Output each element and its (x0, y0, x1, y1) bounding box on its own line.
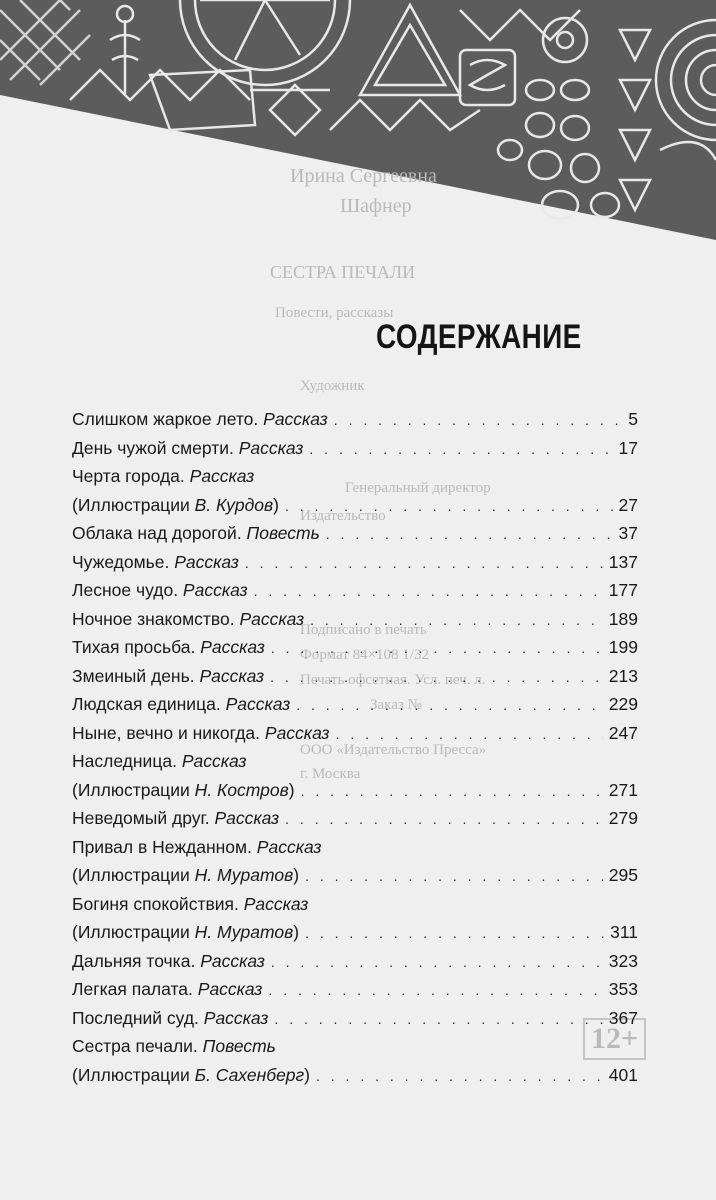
toc-entry (72, 975, 638, 1004)
toc-entry (72, 434, 638, 463)
table-of-contents (72, 405, 638, 1089)
toc-entry-text (72, 662, 264, 690)
toc-entry-text (72, 975, 262, 1003)
page-number: 229 (608, 694, 638, 714)
dot-leader (268, 976, 602, 1004)
bleed-company: ООО «Издательство Пресса» (300, 742, 487, 758)
bleed-format: Формат 84×108 1/32 (300, 647, 429, 663)
entry-title: Сестра печали. (72, 1036, 203, 1056)
illustrator-name: Н. Муратов (194, 922, 294, 942)
illustration-prefix: (Иллюстрации (72, 494, 195, 515)
toc-entry (72, 633, 638, 662)
entry-title: Людская единица. (72, 694, 226, 714)
toc-row-with-page (72, 605, 638, 634)
entry-title: Слишком жаркое лето. (72, 409, 264, 429)
illustrator-name: Н. Костров (194, 779, 289, 800)
toc-entry-text (72, 776, 295, 804)
illustration-prefix: (Иллюстрации (72, 922, 195, 942)
page-number: 271 (608, 779, 638, 800)
bleed-book-title: СЕСТРА ПЕЧАЛИ (270, 262, 416, 282)
toc-entry-text (72, 1061, 310, 1089)
entry-title: Лесное чудо. (72, 580, 183, 600)
entry-genre: Рассказ (174, 551, 239, 572)
toc-entry (72, 605, 638, 634)
toc-entry (72, 890, 638, 947)
toc-row (72, 890, 638, 919)
toc-row-with-page (72, 491, 638, 520)
entry-genre: Рассказ (182, 580, 248, 600)
page-number: 177 (608, 580, 638, 600)
entry-genre: Рассказ (263, 409, 328, 429)
toc-row-with-page (72, 947, 638, 976)
entry-title: Чужедомье. (72, 551, 175, 572)
entry-title: Змеиный день. (72, 665, 200, 686)
page-number: 311 (610, 922, 638, 942)
toc-entry-text (72, 890, 308, 918)
toc-entry (72, 548, 638, 577)
illustrator-name: Б. Сахенберг (194, 1064, 305, 1085)
dot-leader (310, 606, 603, 634)
entry-genre: Рассказ (189, 466, 255, 486)
page-number: 247 (608, 722, 638, 743)
page-number: 17 (618, 437, 638, 458)
toc-entry-text (72, 519, 320, 547)
dot-leader (334, 406, 622, 434)
toc-entry-text (72, 1004, 268, 1032)
illustration-suffix: ) (273, 494, 279, 515)
toc-entry-text (72, 747, 246, 775)
toc-row-with-page (72, 434, 638, 463)
bleed-publisher: Издательство (300, 508, 386, 524)
dot-leader (305, 919, 604, 947)
entry-title: Дальняя точка. (72, 950, 201, 971)
entry-genre: Рассказ (199, 665, 265, 686)
toc-entry (72, 719, 638, 748)
bleed-director: Генеральный директор (345, 480, 491, 496)
toc-row-with-page (72, 690, 638, 719)
toc-entry-text (72, 690, 290, 718)
entry-genre: Рассказ (181, 751, 247, 771)
toc-row-with-page (72, 662, 638, 691)
page-number: 295 (608, 865, 638, 885)
toc-row-with-page (72, 804, 638, 833)
toc-row (72, 747, 638, 776)
page-number: 37 (618, 523, 638, 543)
toc-entry (72, 462, 638, 519)
dot-leader (270, 663, 603, 691)
dot-leader (301, 777, 603, 805)
toc-entry (72, 947, 638, 976)
toc-entry-text (72, 434, 303, 462)
toc-entry-text (72, 1032, 276, 1060)
entry-title: Привал в Нежданном. (72, 836, 257, 857)
dot-leader (285, 492, 613, 520)
entry-genre: Рассказ (200, 950, 265, 971)
entry-genre: Рассказ (256, 836, 322, 857)
toc-row-with-page (72, 576, 638, 605)
page-number: 189 (608, 608, 638, 629)
illustration-prefix: (Иллюстрации (72, 779, 195, 800)
entry-genre: Повесть (202, 1036, 276, 1056)
illustration-prefix: (Иллюстрации (72, 865, 195, 885)
entry-genre: Рассказ (225, 694, 291, 714)
page-number: 401 (608, 1064, 638, 1085)
entry-genre: Рассказ (197, 979, 263, 999)
entry-genre: Рассказ (238, 437, 304, 458)
dot-leader (326, 520, 613, 548)
toc-entry (72, 1032, 638, 1089)
toc-entry-text (72, 548, 239, 576)
entry-genre: Рассказ (214, 808, 280, 828)
dot-leader (285, 805, 603, 833)
toc-entry-text (72, 462, 254, 490)
entry-genre: Рассказ (264, 722, 330, 743)
toc-row-with-page (72, 918, 638, 947)
toc-entry-text (72, 633, 265, 661)
toc-entry-text (72, 719, 330, 747)
entry-title: Тихая просьба. (72, 637, 201, 657)
toc-row-with-page (72, 719, 638, 748)
entry-title: Черта города. (72, 466, 190, 486)
page-number: 353 (608, 979, 638, 999)
toc-entry-text (72, 833, 321, 861)
dot-leader (296, 691, 603, 719)
illustration-prefix: (Иллюстрации (72, 1064, 195, 1085)
toc-entry-text (72, 405, 328, 433)
toc-entry (72, 690, 638, 719)
dot-leader (245, 549, 603, 577)
dot-leader (336, 720, 603, 748)
dot-leader (254, 577, 603, 605)
page-number: 5 (628, 409, 638, 429)
toc-row-with-page (72, 1004, 638, 1033)
bleed-city: г. Москва (300, 766, 361, 782)
dot-leader (271, 948, 603, 976)
illustration-suffix: ) (293, 865, 300, 885)
entry-title: Ныне, вечно и никогда. (72, 722, 265, 743)
toc-entry (72, 662, 638, 691)
dot-leader (305, 862, 603, 890)
bleed-print: Печать офсетная. Усл. печ. л. (300, 672, 486, 688)
bleed-author-surname: Шафнер (340, 195, 412, 217)
page-number: 27 (618, 494, 638, 515)
page-number: 279 (608, 808, 638, 828)
illustrator-name: Н. Муратов (194, 865, 294, 885)
page-number: 137 (608, 551, 638, 572)
dot-leader (271, 634, 603, 662)
bleed-subtitle: Повести, рассказы (275, 305, 394, 321)
dot-leader (316, 1062, 603, 1090)
page-title: СОДЕРЖАНИЕ (376, 318, 582, 356)
entry-title: Легкая палата. (72, 979, 198, 999)
toc-row (72, 1032, 638, 1061)
toc-row-with-page (72, 405, 638, 434)
entry-genre: Рассказ (200, 637, 265, 657)
toc-entry (72, 1004, 638, 1033)
toc-row-with-page (72, 776, 638, 805)
toc-entry-text (72, 605, 304, 633)
toc-entry (72, 405, 638, 434)
entry-genre: Рассказ (239, 608, 305, 629)
dot-leader (274, 1005, 602, 1033)
page-number: 213 (608, 665, 638, 686)
toc-entry (72, 519, 638, 548)
toc-entry-text (72, 491, 279, 519)
entry-title: Неведомый друг. (72, 808, 215, 828)
toc-row-with-page (72, 975, 638, 1004)
toc-entry (72, 833, 638, 890)
bleed-author-name: Ирина Сергеевна (290, 165, 437, 187)
illustration-suffix: ) (304, 1064, 310, 1085)
bleed-age-rating: 12+ (583, 1018, 646, 1060)
toc-row-with-page (72, 861, 638, 890)
toc-row-with-page (72, 633, 638, 662)
toc-row-with-page (72, 519, 638, 548)
toc-entry (72, 747, 638, 804)
entry-title: Наследница. (72, 751, 182, 771)
bleed-signed: Подписано в печать (300, 622, 427, 638)
toc-row (72, 833, 638, 862)
bleed-artist: Художник (300, 378, 365, 394)
illustrator-name: В. Курдов (194, 494, 274, 515)
bleed-order: Заказ № (370, 697, 422, 713)
toc-row (72, 462, 638, 491)
illustration-suffix: ) (288, 779, 295, 800)
page-number: 323 (608, 950, 638, 971)
illustration-suffix: ) (293, 922, 300, 942)
toc-entry (72, 576, 638, 605)
entry-genre: Рассказ (203, 1007, 269, 1028)
toc-entry-text (72, 804, 279, 832)
toc-row-with-page (72, 1061, 638, 1090)
toc-entry-text (72, 861, 299, 889)
toc-entry (72, 804, 638, 833)
page-number: 367 (608, 1007, 638, 1028)
entry-genre: Повесть (246, 523, 320, 543)
toc-entry-text (72, 918, 299, 946)
entry-genre: Рассказ (243, 893, 309, 914)
entry-title: Ночное знакомство. (72, 608, 240, 629)
dot-leader (309, 435, 612, 463)
toc-entry-text (72, 947, 265, 975)
toc-entry-text (72, 576, 248, 604)
toc-row-with-page (72, 548, 638, 577)
entry-title: Богиня спокойствия. (72, 893, 244, 914)
entry-title: Последний суд. (72, 1007, 204, 1028)
page-number: 199 (608, 637, 638, 657)
entry-title: День чужой смерти. (72, 437, 239, 458)
entry-title: Облака над дорогой. (72, 523, 247, 543)
